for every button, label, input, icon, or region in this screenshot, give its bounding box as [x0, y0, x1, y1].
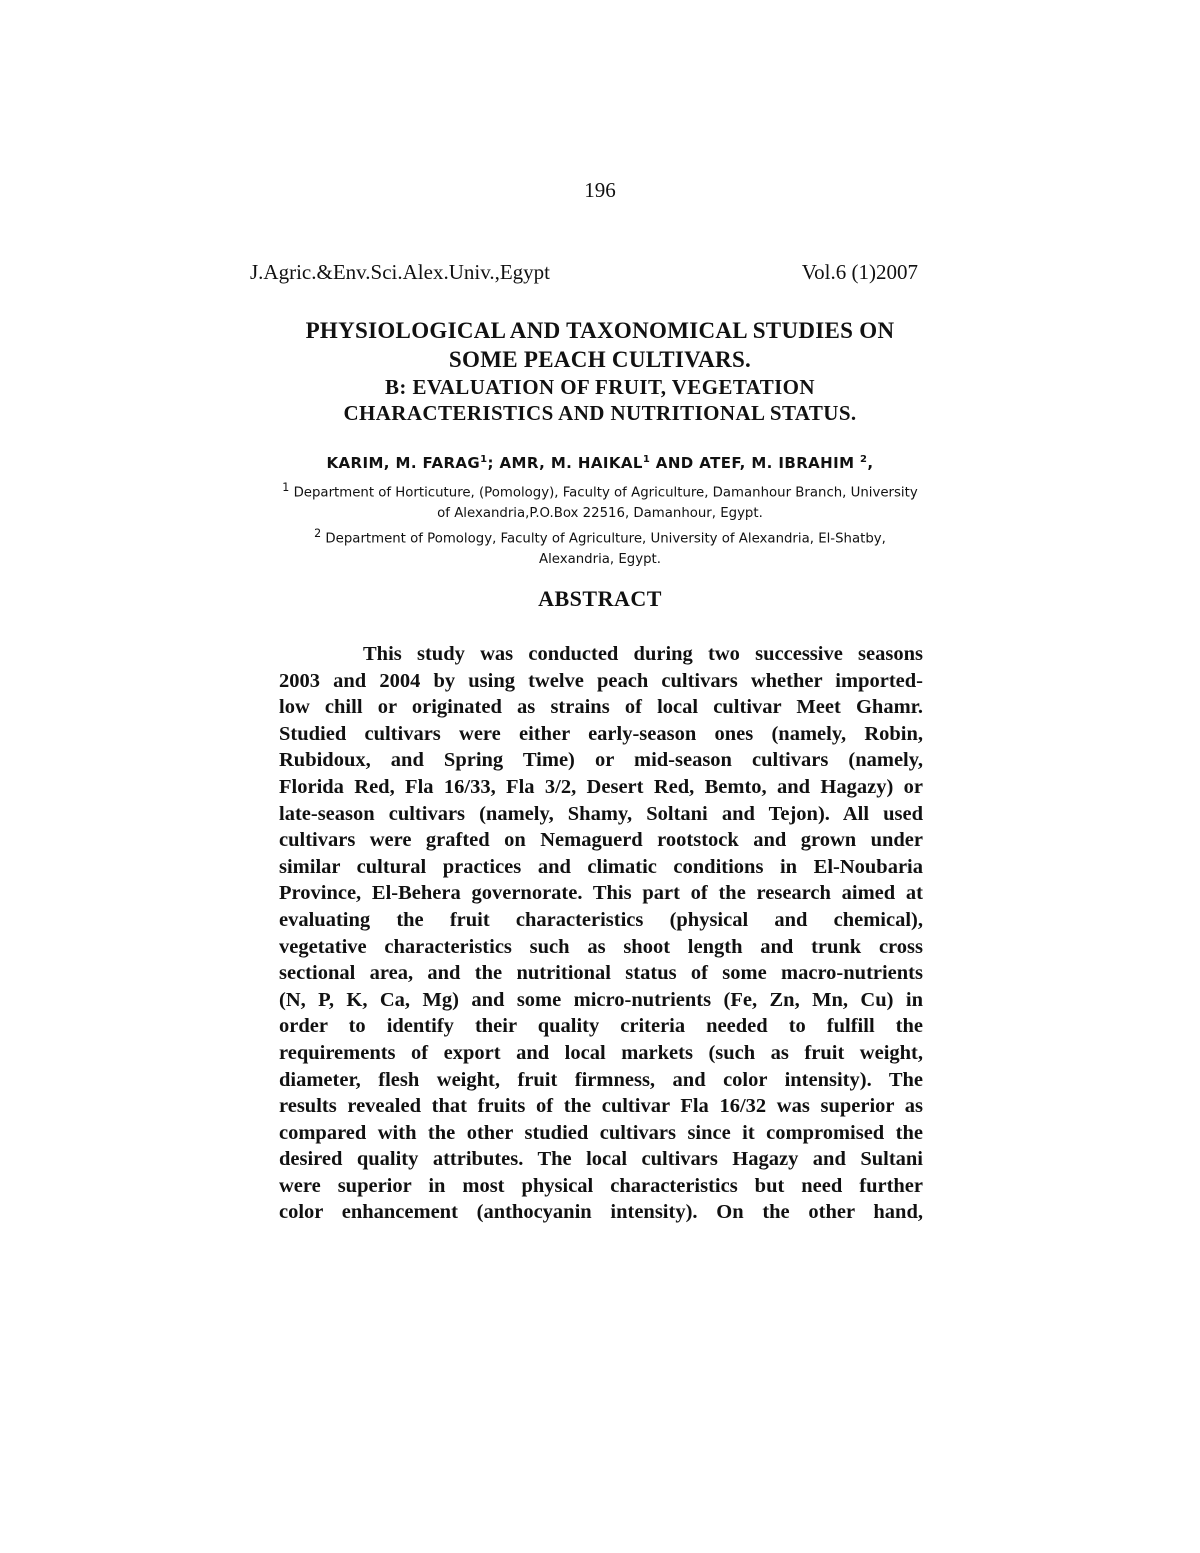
affiliation-1-line-2: of Alexandria,P.O.Box 22516, Damanhour, Egypt.: [437, 505, 763, 521]
affiliation-1-line-1: [180, 478, 1020, 504]
affiliation-2-line-2: Alexandria, Egypt.: [539, 552, 661, 568]
abstract-line: Florida Red, Fla 16/33, Fla 3/2, Desert Red, Bemto, and Hagazy) or: [279, 775, 923, 798]
affiliation-1-text: Department of Horticuture, (Pomology), Faculty of Agriculture, Damanhour Branch, University: [289, 485, 918, 501]
author-3: ATEF, M. IBRAHIM: [699, 454, 861, 472]
affiliation-2-mark: 2: [314, 527, 322, 541]
subtitle-line-1: B: EVALUATION OF FRUIT, VEGETATION: [385, 375, 815, 399]
abstract-line: order to identify their quality criteria needed to fulfill the: [279, 1015, 923, 1038]
abstract-body: [279, 641, 923, 1226]
abstract-line: desired quality attributes. The local cultivars Hagazy and Sultani: [279, 1148, 923, 1171]
abstract-line: (N, P, K, Ca, Mg) and some micro-nutrients (Fe, Zn, Mn, Cu) in: [279, 988, 923, 1011]
author-1-affil-mark: 1: [480, 454, 488, 465]
abstract-line: evaluating the fruit characteristics (physical and chemical),: [279, 908, 923, 931]
author-2: AMR, M. HAIKAL: [499, 454, 643, 472]
abstract-line: late-season cultivars (namely, Shamy, Soltani and Tejon). All used: [279, 802, 923, 825]
title-line-1: PHYSIOLOGICAL AND TAXONOMICAL STUDIES ON: [305, 318, 895, 343]
author-separator: ;: [487, 454, 500, 472]
abstract-heading: ABSTRACT: [538, 586, 662, 611]
affiliation-2-line-1: [180, 524, 1020, 550]
affiliation-2-text: Department of Pomology, Faculty of Agriculture, University of Alexandria, El-Shatby,: [321, 531, 886, 547]
abstract-line: vegetative characteristics such as shoot length and trunk cross: [279, 935, 923, 958]
abstract-line: diameter, flesh weight, fruit firmness, and color intensity). The: [279, 1068, 923, 1091]
abstract-line: Rubidoux, and Spring Time) or mid-season cultivars (namely,: [279, 749, 923, 772]
author-3-affil-mark: 2: [860, 454, 868, 465]
abstract-line: Province, El-Behera governorate. This part of the research aimed at: [279, 882, 923, 905]
abstract-line: low chill or originated as strains of local cultivar Meet Ghamr.: [279, 696, 923, 719]
abstract-line: 2003 and 2004 by using twelve peach cultivars whether imported-: [279, 669, 923, 692]
journal-volume: Vol.6 (1)2007: [801, 260, 918, 284]
abstract-line: similar cultural practices and climatic conditions in El-Noubaria: [279, 855, 923, 878]
affiliations: [180, 478, 1020, 571]
running-header: [250, 260, 918, 285]
author-conjunction: AND: [650, 454, 700, 472]
title-line-2: SOME PEACH CULTIVARS.: [448, 347, 752, 372]
journal-name: J.Agric.&Env.Sci.Alex.Univ.,Egypt: [250, 260, 550, 284]
author-2-affil-mark: 1: [642, 454, 651, 465]
author-list-tail: ,: [867, 454, 874, 472]
abstract-line: sectional area, and the nutritional status of some macro-nutrients: [279, 962, 923, 985]
page-number: 196: [584, 178, 616, 202]
abstract-line: were superior in most physical characteristics but need further: [279, 1174, 923, 1197]
author-1: KARIM, M. FARAG: [326, 454, 481, 472]
subtitle-line-2: CHARACTERISTICS AND NUTRITIONAL STATUS.: [343, 401, 857, 425]
abstract-line: cultivars were grafted on Nemaguerd rootstock and grown under: [279, 829, 923, 852]
affiliation-1-mark: 1: [282, 481, 290, 494]
abstract-line: color enhancement (anthocyanin intensity). On the other hand,: [279, 1201, 923, 1224]
paper-title: [240, 316, 960, 426]
abstract-line: Studied cultivars were either early-season ones (namely, Robin,: [279, 722, 923, 745]
abstract-line: results revealed that fruits of the cultivar Fla 16/32 was superior as: [279, 1095, 923, 1118]
abstract-line: compared with the other studied cultivars since it compromised the: [279, 1121, 923, 1144]
abstract-line: This study was conducted during two successive seasons: [363, 643, 923, 665]
abstract-line: requirements of export and local markets (such as fruit weight,: [279, 1041, 923, 1064]
author-list: [180, 454, 1020, 472]
